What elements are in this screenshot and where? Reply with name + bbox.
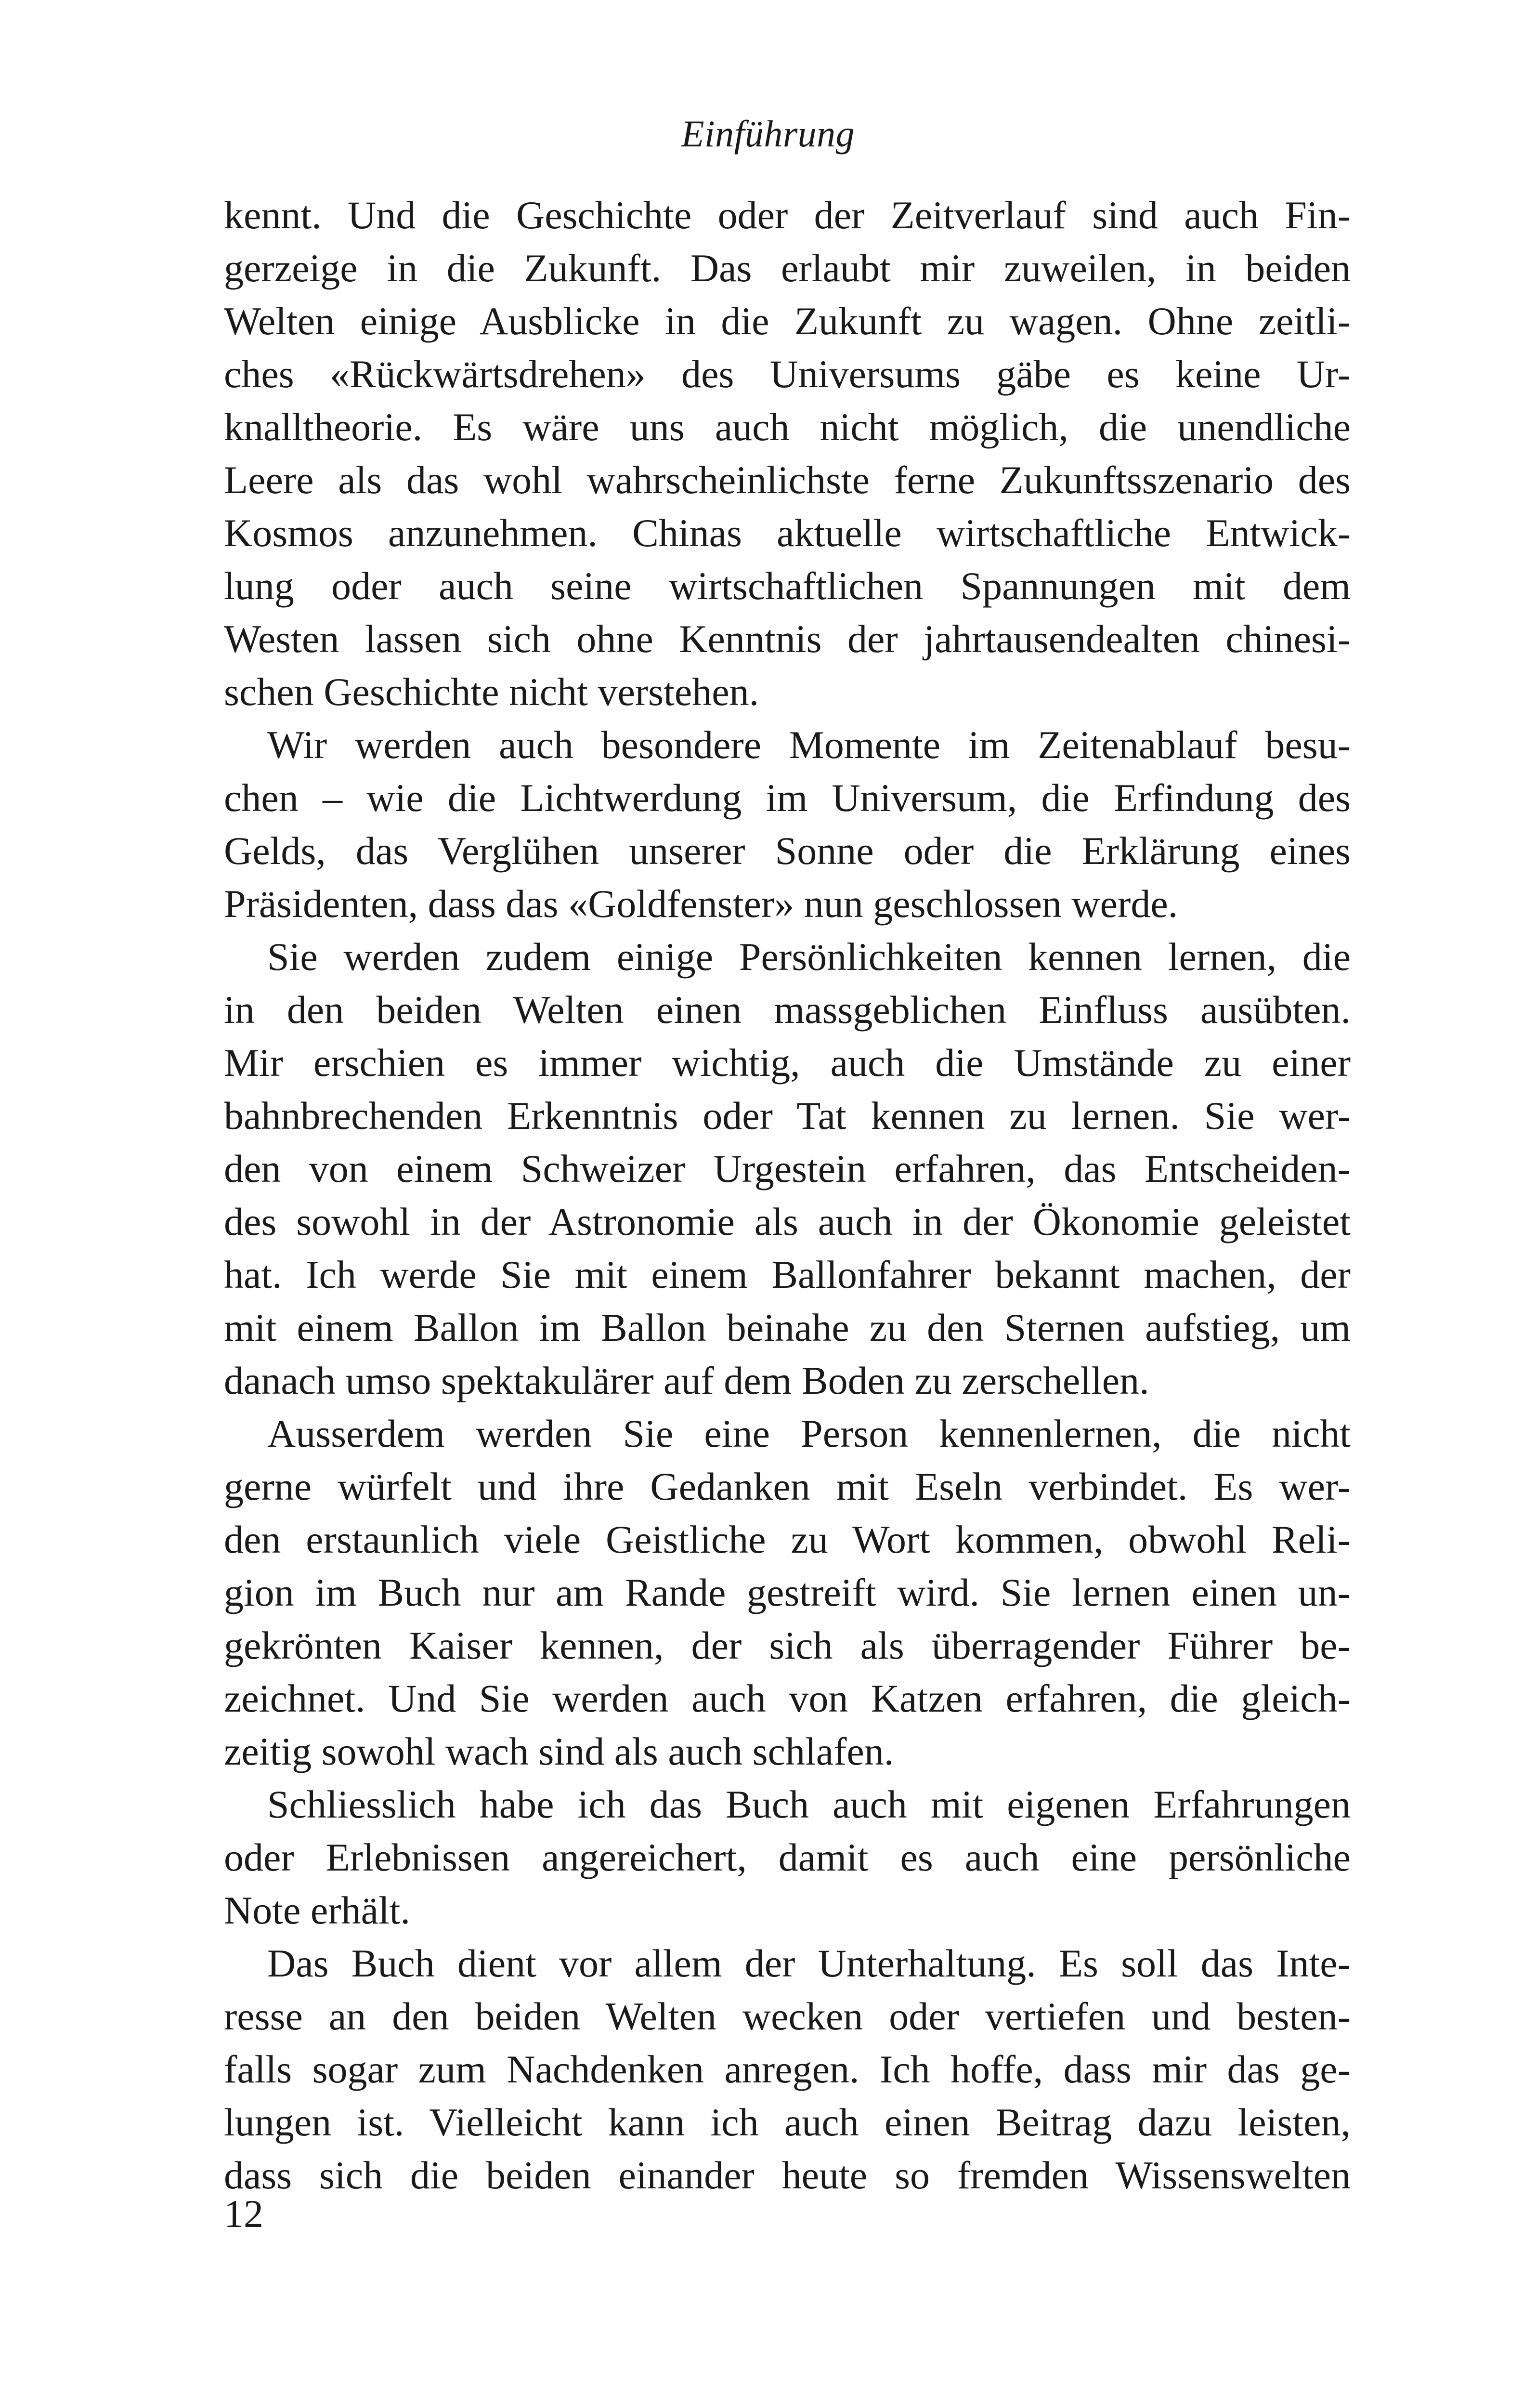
text-line: Note erhält.: [224, 1888, 411, 1932]
text-line: hat. Ich werde Sie mit einem Ballonfahrer bekannt machen, der: [224, 1253, 1351, 1296]
text-line: ches «Rückwärtsdrehen» des Universums gäbe es keine Ur-: [224, 352, 1351, 396]
text-line: oder Erlebnissen angereichert, damit es auch eine persönliche: [224, 1835, 1351, 1879]
text-line: schen Geschichte nicht verstehen.: [224, 670, 759, 714]
text-line: Das Buch dient vor allem der Unterhaltung. Es soll das Inte-: [267, 1941, 1351, 1985]
text-line: knalltheorie. Es wäre uns auch nicht möglich, die unendliche: [224, 405, 1351, 449]
page-number: 12: [224, 2192, 263, 2236]
text-line: Mir erschien es immer wichtig, auch die Umstände zu einer: [224, 1041, 1351, 1085]
text-line: Gelds, das Verglühen unserer Sonne oder die Erklärung eines: [224, 829, 1351, 873]
text-line: lung oder auch seine wirtschaftlichen Spannungen mit dem: [224, 564, 1351, 608]
text-line: kennt. Und die Geschichte oder der Zeitverlauf sind auch Fin-: [224, 193, 1351, 237]
text-line: des sowohl in der Astronomie als auch in der Ökonomie geleistet: [224, 1200, 1351, 1243]
text-line: Ausserdem werden Sie eine Person kennenlernen, die nicht: [267, 1412, 1351, 1455]
text-line: Sie werden zudem einige Persönlichkeiten kennen lernen, die: [267, 935, 1351, 979]
text-line: resse an den beiden Welten wecken oder vertiefen und besten-: [224, 1994, 1351, 2038]
text-line: den erstaunlich viele Geistliche zu Wort kommen, obwohl Reli-: [224, 1518, 1351, 1561]
text-line: Schliesslich habe ich das Buch auch mit eigenen Erfahrungen: [267, 1782, 1351, 1826]
text-line: Westen lassen sich ohne Kenntnis der jahrtausendealten chinesi-: [224, 617, 1351, 661]
text-line: gerzeige in die Zukunft. Das erlaubt mir zuweilen, in beiden: [224, 246, 1351, 290]
text-line: danach umso spektakulärer auf dem Boden zu zerschellen.: [224, 1359, 1149, 1402]
text-line: Leere als das wohl wahrscheinlichste ferne Zukunftsszenario des: [224, 458, 1351, 502]
body-text: [224, 189, 1351, 2202]
text-line: gion im Buch nur am Rande gestreift wird. Sie lernen einen un-: [224, 1570, 1351, 1614]
text-line: falls sogar zum Nachdenken anregen. Ich hoffe, dass mir das ge-: [224, 2047, 1351, 2091]
text-line: zeichnet. Und Sie werden auch von Katzen erfahren, die gleich-: [224, 1676, 1351, 1720]
text-line: chen – wie die Lichtwerdung im Universum, die Erfindung des: [224, 776, 1351, 820]
text-line: Welten einige Ausblicke in die Zukunft zu wagen. Ohne zeitli-: [224, 299, 1351, 343]
text-line: lungen ist. Vielleicht kann ich auch einen Beitrag dazu leisten,: [224, 2100, 1351, 2144]
text-line: Wir werden auch besondere Momente im Zeitenablauf besu-: [267, 723, 1351, 767]
text-line: gerne würfelt und ihre Gedanken mit Eseln verbindet. Es wer-: [224, 1465, 1351, 1508]
running-head: Einführung: [681, 113, 855, 155]
text-line: den von einem Schweizer Urgestein erfahren, das Entscheiden-: [224, 1147, 1351, 1191]
text-line: Kosmos anzunehmen. Chinas aktuelle wirtschaftliche Entwick-: [224, 511, 1351, 555]
text-line: mit einem Ballon im Ballon beinahe zu den Sternen aufstieg, um: [224, 1306, 1351, 1349]
text-line: Präsidenten, dass das «Goldfenster» nun geschlossen werde.: [224, 882, 1178, 926]
text-line: in den beiden Welten einen massgeblichen Einfluss ausübten.: [224, 988, 1351, 1032]
text-line: dass sich die beiden einander heute so fremden Wissenswelten: [224, 2153, 1351, 2197]
text-line: zeitig sowohl wach sind als auch schlafen.: [224, 1729, 894, 1773]
text-line: bahnbrechenden Erkenntnis oder Tat kennen zu lernen. Sie wer-: [224, 1094, 1351, 1138]
text-line: gekrönten Kaiser kennen, der sich als überragender Führer be-: [224, 1623, 1351, 1667]
